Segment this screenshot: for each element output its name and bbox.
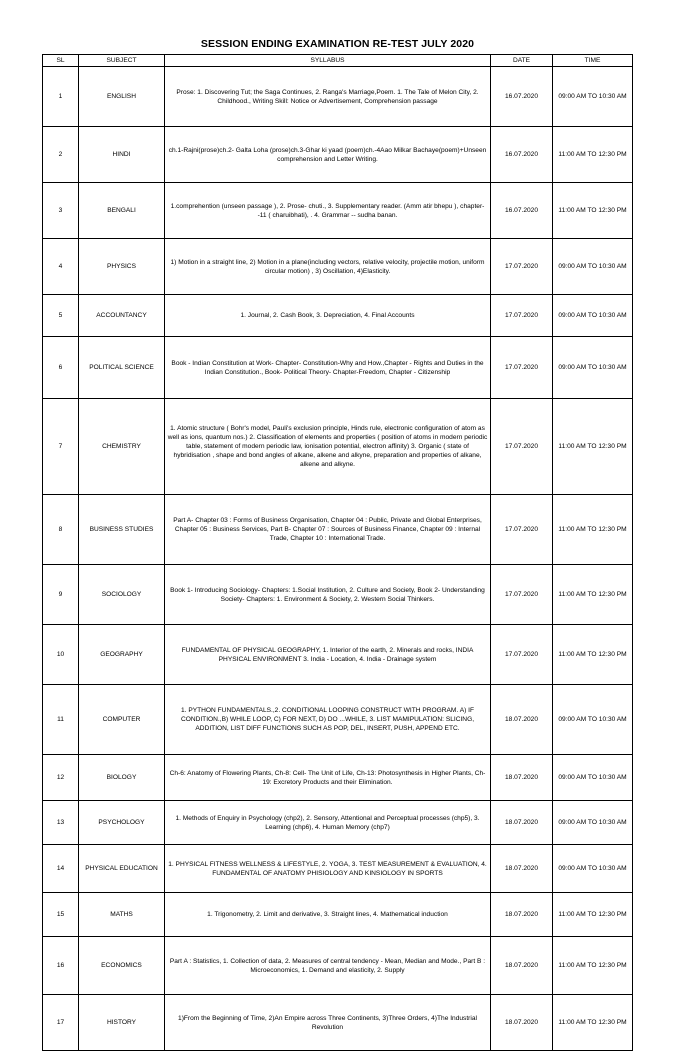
header-date: DATE [491,55,553,67]
cell-time: 09:00 AM TO 10:30 AM [553,67,633,127]
cell-syllabus: 1. Trigonometry, 2. Limit and derivative, 3. Straight lines, 4. Mathematical induction [165,893,491,937]
cell-date: 17.07.2020 [491,495,553,565]
cell-syllabus: 1. Journal, 2. Cash Book, 3. Depreciation, 4. Final Accounts [165,295,491,337]
cell-time: 11:00 AM TO 12:30 PM [553,893,633,937]
cell-sl: 7 [43,399,79,495]
cell-syllabus: Part A- Chapter 03 : Forms of Business Organisation, Chapter 04 : Public, Private and Global Enterprises, Chapter 05 : Business Services, Part B- Chapter 07 : Sources of Business Finance, Chapter 09 : Internal Trade, Chapter 10 : International Trade. [165,495,491,565]
cell-syllabus: 1. PHYSICAL FITNESS WELLNESS & LIFESTYLE, 2. YOGA, 3. TEST MEASUREMENT & EVALUATION, 4. FUNDAMENTAL OF ANATOMY PHISIOLOGY AND KINSIOLOGY IN SPORTS [165,845,491,893]
cell-date: 18.07.2020 [491,937,553,995]
table-header-row [43,55,633,67]
cell-syllabus: Ch-6: Anatomy of Flowering Plants, Ch-8: Cell- The Unit of Life, Ch-13: Photosynthesis in Higher Plants, Ch-19: Excretory Products and their Elimination. [165,755,491,801]
cell-subject: PSYCHOLOGY [79,801,165,845]
header-syllabus: SYLLABUS [165,55,491,67]
document-title: SESSION ENDING EXAMINATION RE-TEST JULY 2020 [200,38,475,50]
cell-time: 09:00 AM TO 10:30 AM [553,337,633,399]
cell-syllabus: 1)From the Beginning of Time, 2)An Empire across Three Continents, 3)Three Orders, 4)The Industrial Revolution [165,995,491,1051]
cell-sl: 16 [43,937,79,995]
cell-date: 17.07.2020 [491,565,553,625]
cell-sl: 14 [43,845,79,893]
cell-time: 11:00 AM TO 12:30 PM [553,183,633,239]
cell-sl: 12 [43,755,79,801]
cell-time: 09:00 AM TO 10:30 AM [553,755,633,801]
cell-subject: ECONOMICS [79,937,165,995]
cell-sl: 4 [43,239,79,295]
cell-date: 17.07.2020 [491,399,553,495]
table-row [43,239,633,295]
cell-date: 18.07.2020 [491,801,553,845]
cell-time: 09:00 AM TO 10:30 AM [553,295,633,337]
table-row [43,183,633,239]
cell-subject: HINDI [79,127,165,183]
table-row [43,685,633,755]
cell-subject: CHEMISTRY [79,399,165,495]
cell-subject: ENGLISH [79,67,165,127]
cell-syllabus: Prose: 1. Discovering Tut; the Saga Continues, 2. Ranga's Marriage,Poem. 1. The Tale of Melon City, 2. Childhood., Writing Skill: Notice or Advertisement, Comprehension passage [165,67,491,127]
cell-sl: 11 [43,685,79,755]
cell-sl: 15 [43,893,79,937]
table-row [43,337,633,399]
cell-time: 11:00 AM TO 12:30 PM [553,625,633,685]
table-row [43,399,633,495]
cell-date: 18.07.2020 [491,755,553,801]
cell-sl: 1 [43,67,79,127]
cell-subject: HISTORY [79,995,165,1051]
cell-syllabus: Book 1- Introducing Sociology- Chapters: 1.Social Institution, 2. Culture and Society, Book 2- Understanding Society- Chapters: 1. Environment & Society, 2. Western Social Thinkers. [165,565,491,625]
cell-syllabus: FUNDAMENTAL OF PHYSICAL GEOGRAPHY, 1. Interior of the earth, 2. Minerals and rocks, INDIA PHYSICAL ENVIRONMENT 3. India - Location, 4. India - Drainage system [165,625,491,685]
table-row [43,995,633,1051]
cell-sl: 3 [43,183,79,239]
header-time: TIME [553,55,633,67]
cell-subject: BENGALI [79,183,165,239]
cell-date: 18.07.2020 [491,893,553,937]
cell-subject: GEOGRAPHY [79,625,165,685]
cell-sl: 13 [43,801,79,845]
cell-time: 11:00 AM TO 12:30 PM [553,399,633,495]
cell-date: 16.07.2020 [491,67,553,127]
cell-time: 11:00 AM TO 12:30 PM [553,937,633,995]
cell-time: 09:00 AM TO 10:30 AM [553,685,633,755]
cell-time: 11:00 AM TO 12:30 PM [553,495,633,565]
cell-time: 11:00 AM TO 12:30 PM [553,565,633,625]
cell-syllabus: ch.1-Rajni(prose)ch.2- Galta Loha (prose)ch.3-Ghar ki yaad (poem)ch.-4Aao Milkar Bachaye(poem)+Unseen comprehension and Letter Writing. [165,127,491,183]
cell-subject: PHYSICS [79,239,165,295]
cell-date: 18.07.2020 [491,845,553,893]
table-row [43,127,633,183]
table-row [43,801,633,845]
cell-time: 09:00 AM TO 10:30 AM [553,239,633,295]
cell-sl: 17 [43,995,79,1051]
cell-subject: MATHS [79,893,165,937]
cell-sl: 6 [43,337,79,399]
table-row [43,937,633,995]
cell-date: 18.07.2020 [491,995,553,1051]
table-row [43,495,633,565]
cell-date: 17.07.2020 [491,337,553,399]
cell-syllabus: 1) Motion in a straight line, 2) Motion in a plane(including vectors, relative velocity, projectile motion, uniform circular motion) , 3) Oscillation, 4)Elasticity. [165,239,491,295]
table-row [43,755,633,801]
cell-subject: SOCIOLOGY [79,565,165,625]
cell-subject: PHYSICAL EDUCATION [79,845,165,893]
cell-time: 11:00 AM TO 12:30 PM [553,127,633,183]
cell-sl: 2 [43,127,79,183]
cell-syllabus: 1. Atomic structure ( Bohr's model, Pauli's exclusion principle, Hinds rule, electronic configuration of atom as well as ions, quantum nos.) 2. Classification of elements and properties ( position of atoms in modern periodic table, statement of modern periodic law, ionisation potential, electron affinity) 3. Organic ( state of hybridisation , shape and bond angles of alkane, alkene and alkyne, preparation and properties of alkane, alkene and alkyne. [165,399,491,495]
cell-time: 09:00 AM TO 10:30 AM [553,801,633,845]
cell-subject: BIOLOGY [79,755,165,801]
cell-subject: POLITICAL SCIENCE [79,337,165,399]
table-row [43,625,633,685]
cell-date: 17.07.2020 [491,239,553,295]
cell-date: 17.07.2020 [491,625,553,685]
cell-syllabus: Part A : Statistics, 1. Collection of data, 2. Measures of central tendency - Mean, Median and Mode., Part B : Microeconomics, 1. Demand and elasticity, 2. Supply [165,937,491,995]
header-subject: SUBJECT [79,55,165,67]
table-row [43,295,633,337]
cell-sl: 10 [43,625,79,685]
header-sl: SL [43,55,79,67]
cell-date: 16.07.2020 [491,127,553,183]
cell-subject: BUSINESS STUDIES [79,495,165,565]
cell-time: 11:00 AM TO 12:30 PM [553,995,633,1051]
cell-subject: ACCOUNTANCY [79,295,165,337]
cell-syllabus: 1. PYTHON FUNDAMENTALS.,2. CONDITIONAL LOOPING CONSTRUCT WITH PROGRAM. A) IF CONDITION.,B) WHILE LOOP, C) FOR NEXT, D) DO ...WHILE, 3. LIST MAMIPULATION: SLICING, ADDITION, LIST DIFF FUNCTIONS SUCH AS POP, DEL, INSERT, PUSH, APPEND ETC. [165,685,491,755]
cell-syllabus: 1.comprehention (unseen passage ), 2. Prose- chuti., 3. Supplementary reader. (Amm atir bhepu ), chapter--11 ( charuibhati), . 4. Grammar -- sudha banan. [165,183,491,239]
table-row [43,565,633,625]
cell-syllabus: Book - Indian Constitution at Work- Chapter- Constitution-Why and How.,Chapter - Rights and Duties in the Indian Constitution., Book- Political Theory- Chapter-Freedom, Chapter - Citizenship [165,337,491,399]
cell-sl: 9 [43,565,79,625]
exam-schedule-table [42,54,633,1051]
table-body [43,67,633,1051]
cell-sl: 8 [43,495,79,565]
table-row [43,893,633,937]
table-row [43,845,633,893]
cell-date: 17.07.2020 [491,295,553,337]
cell-date: 18.07.2020 [491,685,553,755]
cell-sl: 5 [43,295,79,337]
table-row [43,67,633,127]
cell-date: 16.07.2020 [491,183,553,239]
cell-time: 09:00 AM TO 10:30 AM [553,845,633,893]
cell-subject: COMPUTER [79,685,165,755]
cell-syllabus: 1. Methods of Enquiry in Psychology (chp2), 2. Sensory, Attentional and Perceptual processes (chp5), 3. Learning (chp6), 4. Human Memory (chp7) [165,801,491,845]
